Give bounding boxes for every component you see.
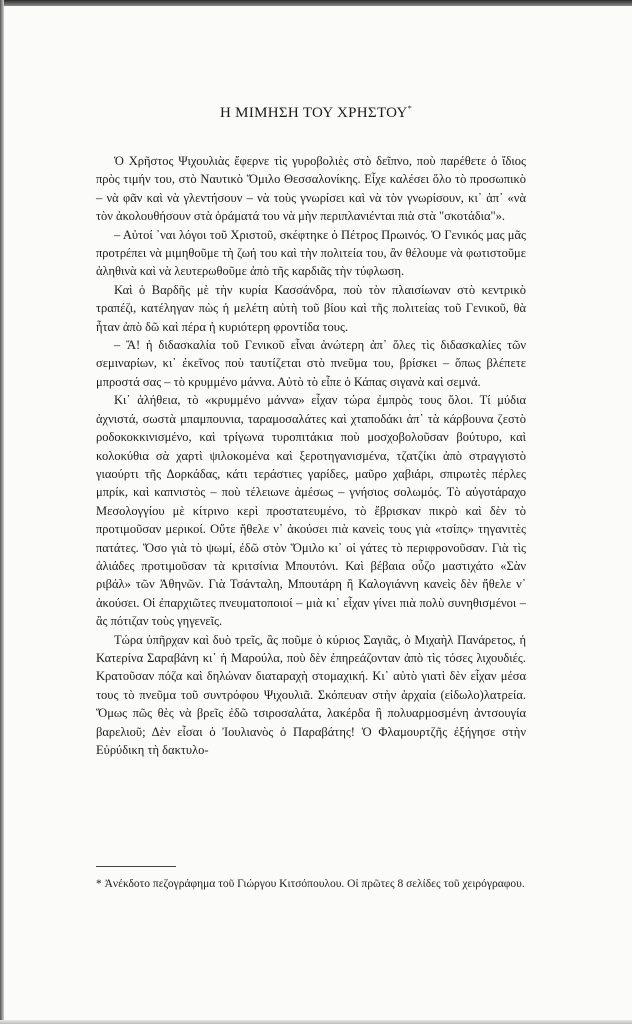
- page-title: [0, 104, 632, 122]
- page-bottom-edge: [0, 1020, 632, 1024]
- paragraph-4: – Ἄ! ἡ διδασκαλία τοῦ Γενικοῦ εἶναι ἀνώτερη ἀπ᾽ ὅλες τὶς διδασκαλίες τῶν σεμιναρίων, κι᾽ ἐκεῖνος ποὺ ταυτίζεται στὸ πνεῦμα του, βρίσκει – ὅπως βλέπετε μπροστά σας – τὸ κρυμμένο μάννα. Αὐτὸ τὸ εἶπε ὁ Κάπας σιγανὰ καὶ σεμνά.: [96, 338, 526, 389]
- page-left-edge: [0, 0, 4, 1024]
- paragraph-2: – Αὐτοί ᾽ναι λόγοι τοῦ Χριστοῦ, σκέφτηκε ὁ Πέτρος Πρωινός. Ὁ Γενικός μας μᾶς προτρέπει νὰ μιμηθοῦμε τὴ ζωή του καὶ τὴν πολιτεία του, ἂν θέλουμε νὰ φωτιστοῦμε ἀληθινὰ καὶ νὰ λευτερωθοῦμε ἀπὸ τῆς καρδιᾶς τὴν τύφλωση.: [96, 227, 526, 279]
- body-text: [96, 152, 526, 759]
- paragraph-5: Κι᾽ ἀλήθεια, τὸ «κρυμμένο μάννα» εἶχαν τώρα ἐμπρὸς τους ὅλοι. Τί μύδια ἀχνιστά, σωστὰ μπαμπουνια, ταραμοσαλάτες καὶ χταποδάκι ἀπ᾽ τὰ κάρβουνα ζεστὸ ροδοκοκκινισμένο, καὶ τρίγωνα τυροπιτάκια ποὺ μοσχοβολοῦσαν βούτυρο, καὶ κολοκύθια σὰ χαρτὶ ψιλοκομένα καὶ ξεροτηγανισμένα, τζατζίκι ἀπὸ στραγγιστὸ γιαούρτι τῆς Δορκάδας, κάτι τεράστιες γαρίδες, μαῦρο χαβιάρι, σπιρωτὲς πέρλες μπρίκ, καὶ καπνιστὸς – ποὺ τέλειωνε ἀμέσως – γνήσιος σολωμός. Τὸ αὐγοτάραχο Μεσολογγίου μὲ κίτρινο κερὶ προστατευμένο, τὸ ἔβρισκαν πικρὸ καὶ δὲν τὸ προτιμοῦσαν μερικοί. Οὔτε ἤθελε ν᾽ ἀκούσει πιὰ κανεὶς τους γιὰ «τσίπς» τηγανιτὲς πατάτες. Ὅσο γιὰ τὸ ψωμί, ἐδῶ στὸν Ὅμιλο κι᾽ οἱ γάτες τὸ περιφρονοῦσαν. Γιὰ τὶς ἀλιάδες προτιμοῦσαν τὰ κριτσίνια Μπουτόνι. Καὶ βέβαια οὖζο μαστιχάτο «Σὰν ριβάλ» τῶν Ἀθηνῶν. Γιὰ Τσάνταλη, Μπουτάρη ἢ Καλογιάννη κανεὶς δὲν ἤθελε ν᾽ ἀκούσει. Οἱ ἐπαρχιῶτες πνευματοποιοί – μιὰ κι᾽ εἶχαν γίνει πιὰ πολὺ συνηθισμένοι – ἂς πότιζαν τοὺς γηγενεῖς.: [96, 393, 526, 629]
- footnote: * Ἀνέκδοτο πεζογράφημα τοῦ Γιώργου Κιτσόπουλου. Οἱ πρῶτες 8 σελίδες τοῦ χειρόγραφου.: [96, 878, 525, 890]
- paragraph-6: Τώρα ὑπῆρχαν καὶ δυὸ τρεῖς, ἂς ποῦμε ὁ κύριος Σαγιᾶς, ὁ Μιχαὴλ Πανάρετος, ἡ Κατερίνα Σαραβάνη κι᾽ ἡ Μαρούλα, ποὺ δὲν ἐπηρεάζονταν ἀπὸ τὶς τόσες λιχουδιές. Κρατοῦσαν πόζα καὶ δηλώναν διαταραχὴ στομαχική. Κι᾽ αὐτὸ γιατὶ δὲν εἶχαν μέσα τους τὸ πνεῦμα τοῦ συντρόφου Ψιχουλιᾶ. Σκόπευαν στὴν ἀρχαία (εἰδωλο)λατρεία. Ὅμως πῶς θὲς νὰ βρεῖς ἐδῶ τσιροσαλάτα, λακέρδα ἢ πολυαρμοσμένη ἀντσουγία βαρελιοῦ; Δὲν εἶσαι ὁ Ἰουλιανὸς ὁ Παραβάτης! Ὁ Φλαμουρτζῆς ἐξήγησε στὴν Εὐρύδικη τὴ δακτυλο-: [96, 632, 526, 757]
- footnote-rule: [96, 866, 176, 867]
- title-text: Η ΜΙΜΗΣΗ ΤΟΥ ΧΡΗΣΤΟΥ: [220, 105, 408, 121]
- paragraph-3: Καὶ ὁ Βαρδῆς μὲ τὴν κυρία Κασσάνδρα, ποὺ τὸν πλαισίωναν στὸ κεντρικὸ τραπέζι, κατέληγαν πὼς ἡ μελέτη αὐτὴ τοῦ βίου καὶ τῆς πολιτείας τοῦ Γενικοῦ, θὰ ἦταν ἀπὸ δῶ καὶ πέρα ἡ κυριότερη φροντίδα τους.: [96, 282, 526, 334]
- title-footnote-mark: *: [407, 104, 412, 113]
- paragraph-1: Ὁ Χρῆστος Ψιχουλιὰς ἔφερνε τὶς γυροβολιὲς στὸ δεῖπνο, ποὺ παρέθετε ὁ ἴδιος πρὸς τιμήν του, στὸ Ναυτικὸ Ὅμιλο Θεσσαλονίκης. Εἶχε καλέσει ὅλο τὸ προσωπικὸ – νὰ φᾶν καὶ νὰ γλεντήσουν – νὰ τοὺς γνωρίσει καὶ νὰ τὸν γνωρίσουν, κι᾽ ἀπ᾽ «νὰ τὸν ἀκολουθήσουν στὰ ὁράματά του νὰ μὴν περιπλανιένται πιὰ στὰ "σκοτάδια"».: [96, 154, 526, 224]
- page-top-edge: [0, 0, 632, 6]
